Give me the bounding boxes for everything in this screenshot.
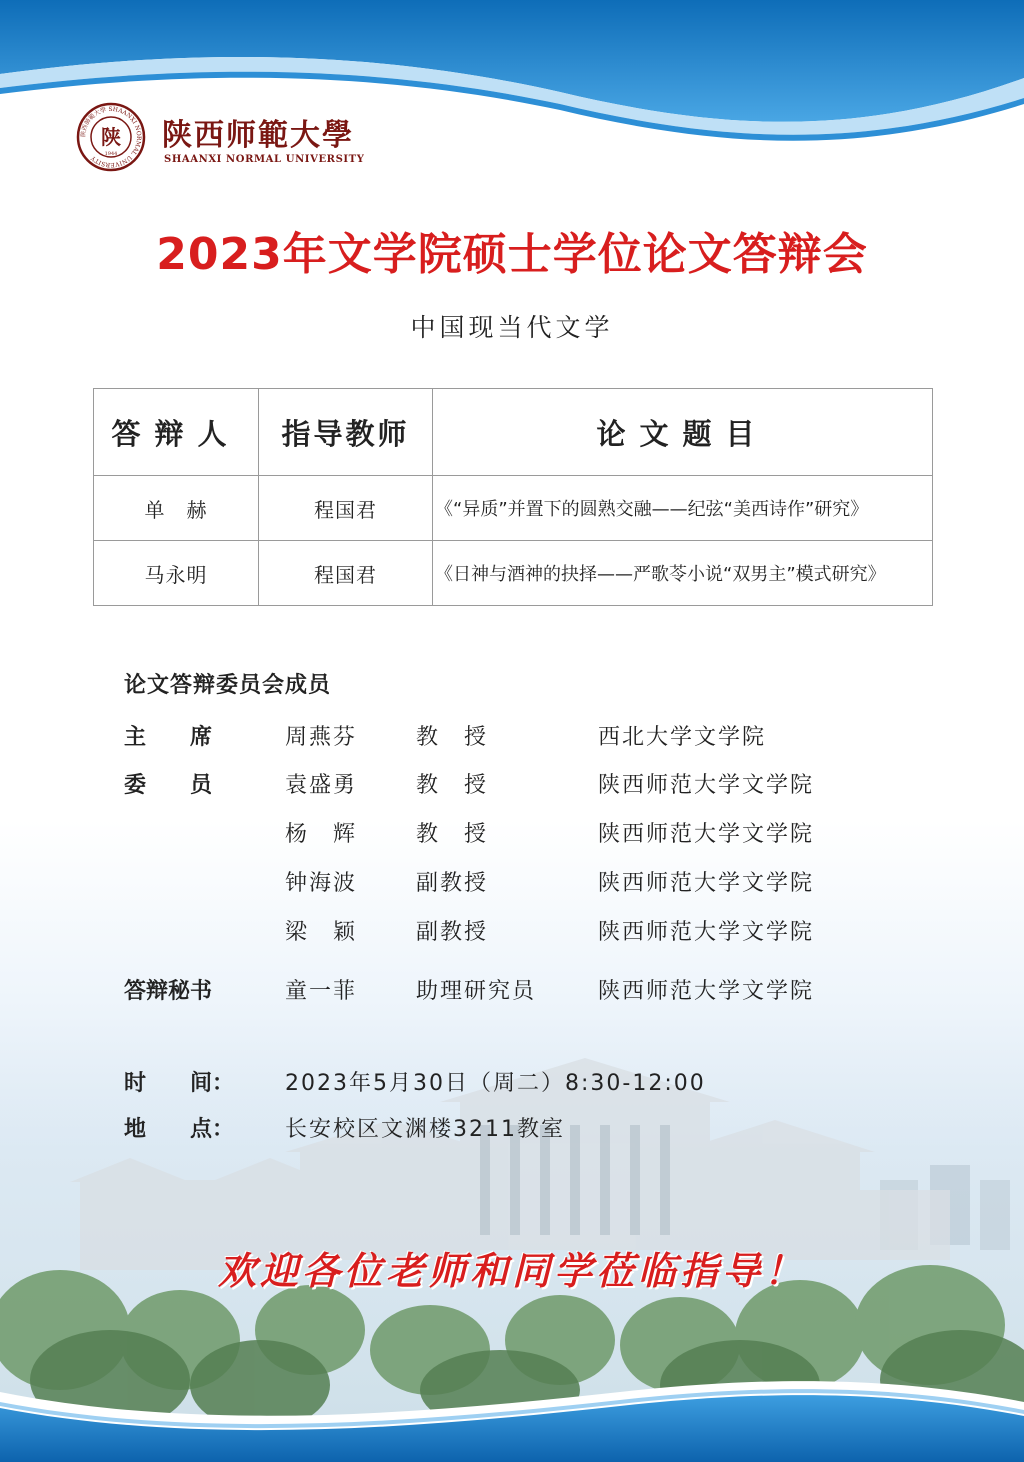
student-name: 单 赫 (94, 476, 259, 541)
university-name-en: SHAANXI NORMAL UNIVERSITY (164, 154, 365, 165)
thesis-title: 《日神与酒神的抉择——严歌苓小说“双男主”模式研究》 (433, 541, 933, 606)
defense-schedule-table (93, 388, 933, 606)
committee-heading: 论文答辩委员会成员 (124, 673, 332, 698)
table-row (94, 541, 933, 606)
member-name: 梁 颖 (285, 920, 358, 945)
seal-ring-text: 陕西師範大學 SHAANXI NORMAL UNIVERSITY (79, 105, 143, 169)
member-rank: 教 授 (416, 822, 489, 847)
member-organization: 陕西师范大学文学院 (598, 773, 815, 798)
member-name: 钟海波 (285, 871, 358, 896)
secretary-row (0, 974, 1024, 1010)
secretary-role: 答辩秘书 (124, 979, 213, 1004)
member-role: 委 员 (124, 773, 213, 798)
member-rank: 教 授 (416, 725, 489, 750)
secretary-organization: 陕西师范大学文学院 (598, 979, 815, 1004)
committee-member-row (0, 866, 1024, 902)
member-organization: 西北大学文学院 (598, 725, 767, 750)
member-name: 袁盛勇 (285, 773, 358, 798)
time-value: 2023年5月30日（周二）8:30-12:00 (285, 1071, 706, 1096)
member-role: 主 席 (124, 725, 213, 750)
university-logo (76, 102, 376, 172)
member-organization: 陕西师范大学文学院 (598, 871, 815, 896)
member-organization: 陕西师范大学文学院 (598, 920, 815, 945)
university-seal-emblem (76, 102, 146, 172)
time-label: 时 间： (124, 1071, 235, 1096)
time-row (0, 1066, 1024, 1102)
header-thesis-title: 论文题目 (433, 389, 933, 476)
place-value: 长安校区文渊楼3211教室 (285, 1117, 565, 1142)
welcome-slogan: 欢迎各位老师和同学莅临指导！ (217, 1248, 806, 1293)
discipline-subtitle: 中国现当代文学 (410, 313, 614, 342)
member-rank: 副教授 (416, 920, 489, 945)
committee-member-row (0, 915, 1024, 951)
committee-member-row (0, 768, 1024, 804)
secretary-name: 童一菲 (285, 979, 358, 1004)
place-label: 地 点： (124, 1117, 235, 1142)
student-name: 马永明 (94, 541, 259, 606)
header-student: 答辩人 (94, 389, 259, 476)
committee-member-row (0, 720, 1024, 756)
advisor-name: 程国君 (259, 541, 433, 606)
member-name: 周燕芬 (285, 725, 358, 750)
seal-year: 1944 (104, 151, 118, 157)
member-name: 杨 辉 (285, 822, 358, 847)
committee-member-row (0, 817, 1024, 853)
member-organization: 陕西师范大学文学院 (598, 822, 815, 847)
advisor-name: 程国君 (259, 476, 433, 541)
member-rank: 教 授 (416, 773, 489, 798)
member-rank: 副教授 (416, 871, 489, 896)
seal-character: 陕 (101, 125, 121, 149)
place-row (0, 1112, 1024, 1148)
table-row (94, 476, 933, 541)
thesis-title: 《“异质”并置下的圆熟交融——纪弦“美西诗作”研究》 (433, 476, 933, 541)
university-name-cn: 陕西师範大學 (162, 118, 354, 153)
page-title: 2023年文学院硕士学位论文答辩会 (156, 229, 868, 280)
secretary-rank: 助理研究员 (416, 979, 537, 1004)
bottom-wave-decoration (0, 1322, 1024, 1462)
table-header-row (94, 389, 933, 476)
header-advisor: 指导教师 (259, 389, 433, 476)
